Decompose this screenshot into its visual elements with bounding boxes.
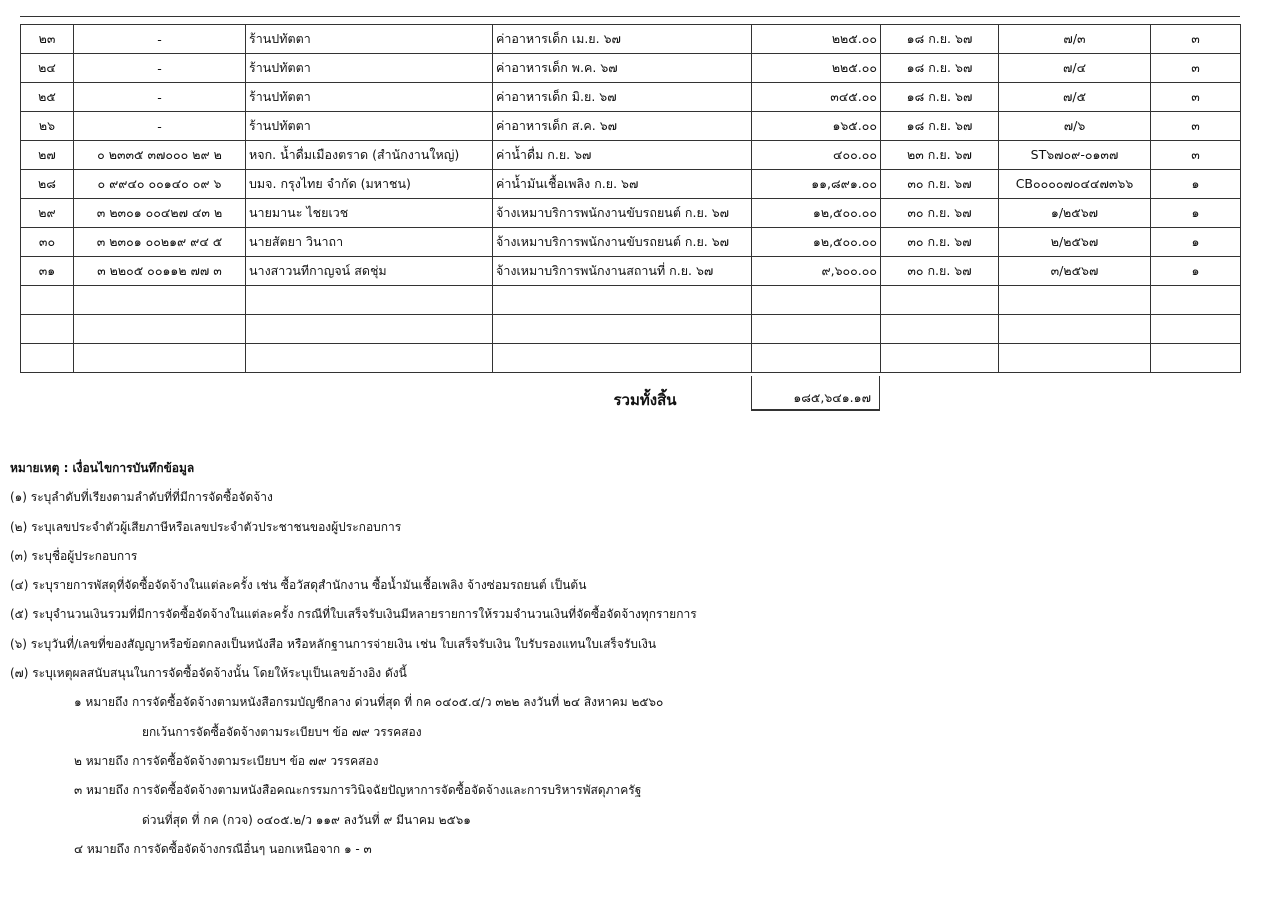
empty-cell bbox=[1151, 315, 1241, 344]
cell-item: ค่าอาหารเด็ก พ.ค. ๖๗ bbox=[493, 54, 752, 83]
notes-title: หมายเหตุ : เงื่อนไขการบันทึกข้อมูล bbox=[10, 461, 195, 475]
note-sub-item: ๓ หมายถึง การจัดซื้อจัดจ้างตามหนังสือคณะกรรมการวินิจฉัยปัญหาการจัดซื้อจัดจ้างและการบริหารพัสดุภาครัฐ bbox=[74, 783, 642, 798]
empty-cell bbox=[1151, 344, 1241, 373]
notes-section bbox=[10, 454, 1210, 864]
cell-no: ๓๐ bbox=[21, 228, 74, 257]
cell-reference: ๗/๓ bbox=[999, 25, 1151, 54]
cell-item: จ้างเหมาบริการพนักงานขับรถยนต์ ก.ย. ๖๗ bbox=[493, 228, 752, 257]
table-row bbox=[21, 257, 1241, 286]
cell-taxid: - bbox=[74, 54, 246, 83]
cell-taxid: ๓ ๒๒๐๕ ๐๐๑๑๒ ๗๗ ๓ bbox=[74, 257, 246, 286]
cell-no: ๒๗ bbox=[21, 141, 74, 170]
cell-vendor: หจก. น้ำดื่มเมืองตราด (สำนักงานใหญ่) bbox=[246, 141, 493, 170]
empty-cell bbox=[881, 286, 999, 315]
cell-date: ๓๐ ก.ย. ๖๗ bbox=[881, 257, 999, 286]
cell-date: ๑๘ ก.ย. ๖๗ bbox=[881, 112, 999, 141]
empty-row bbox=[21, 315, 1241, 344]
note-sub-item-cont: ด่วนที่สุด ที่ กค (กวจ) ๐๔๐๕.๒/ว ๑๑๙ ลงวันที่ ๙ มีนาคม ๒๕๖๑ bbox=[142, 812, 471, 827]
procurement-table bbox=[20, 24, 1241, 373]
cell-reason-code: ๓ bbox=[1151, 54, 1241, 83]
total-amount: ๑๘๕,๖๔๑.๑๗ bbox=[751, 376, 880, 411]
cell-taxid: - bbox=[74, 112, 246, 141]
cell-no: ๒๓ bbox=[21, 25, 74, 54]
cell-no: ๒๖ bbox=[21, 112, 74, 141]
cell-vendor: นายมานะ ไชยเวช bbox=[246, 199, 493, 228]
table-row bbox=[21, 112, 1241, 141]
note-item: (๕) ระบุจำนวนเงินรวมที่มีการจัดซื้อจัดจ้างในแต่ละครั้ง กรณีที่ใบเสร็จรับเงินมีหลายรายการให้รวมจำนวนเงินที่จัดซื้อจัดจ้างทุกรายการ bbox=[10, 607, 697, 622]
cell-amount: ๙,๖๐๐.๐๐ bbox=[752, 257, 881, 286]
cell-taxid: ๓ ๒๓๐๑ ๐๐๒๑๙ ๙๔ ๕ bbox=[74, 228, 246, 257]
cell-item: ค่าอาหารเด็ก เม.ย. ๖๗ bbox=[493, 25, 752, 54]
cell-item: จ้างเหมาบริการพนักงานขับรถยนต์ ก.ย. ๖๗ bbox=[493, 199, 752, 228]
total-label: รวมทั้งสิ้น bbox=[613, 391, 677, 409]
cell-amount: ๒๒๕.๐๐ bbox=[752, 54, 881, 83]
cell-reason-code: ๓ bbox=[1151, 141, 1241, 170]
cell-reason-code: ๑ bbox=[1151, 199, 1241, 228]
empty-cell bbox=[999, 344, 1151, 373]
note-sub-item: ๒ หมายถึง การจัดซื้อจัดจ้างตามระเบียบฯ ข้อ ๗๙ วรรคสอง bbox=[74, 753, 379, 768]
cell-vendor: นายสัตยา วินาถา bbox=[246, 228, 493, 257]
cell-vendor: ร้านปทัตตา bbox=[246, 54, 493, 83]
empty-cell bbox=[752, 315, 881, 344]
cell-amount: ๑๖๕.๐๐ bbox=[752, 112, 881, 141]
cell-no: ๒๔ bbox=[21, 54, 74, 83]
cell-amount: ๑๑,๘๙๑.๐๐ bbox=[752, 170, 881, 199]
empty-cell bbox=[493, 315, 752, 344]
cell-date: ๑๘ ก.ย. ๖๗ bbox=[881, 83, 999, 112]
table-row bbox=[21, 170, 1241, 199]
cell-date: ๑๘ ก.ย. ๖๗ bbox=[881, 54, 999, 83]
cell-taxid: ๐ ๙๙๔๐ ๐๐๑๔๐ ๐๙ ๖ bbox=[74, 170, 246, 199]
note-item: (๗) ระบุเหตุผลสนับสนุนในการจัดซื้อจัดจ้างนั้น โดยให้ระบุเป็นเลขอ้างอิง ดังนี้ bbox=[10, 666, 407, 681]
empty-cell bbox=[881, 315, 999, 344]
cell-date: ๑๘ ก.ย. ๖๗ bbox=[881, 25, 999, 54]
empty-cell bbox=[1151, 286, 1241, 315]
empty-cell bbox=[246, 286, 493, 315]
cell-vendor: นางสาวนทีกาญจน์ สดชุ่ม bbox=[246, 257, 493, 286]
empty-cell bbox=[493, 286, 752, 315]
note-sub-item: ๑ หมายถึง การจัดซื้อจัดจ้างตามหนังสือกรมบัญชีกลาง ด่วนที่สุด ที่ กค ๐๔๐๕.๔/ว ๓๒๒ ลงวันที่ ๒๔ สิงหาคม ๒๕๖๐ bbox=[74, 695, 664, 710]
cell-vendor: บมจ. กรุงไทย จำกัด (มหาชน) bbox=[246, 170, 493, 199]
cell-reference: ST๖๗๐๙-๐๑๓๗ bbox=[999, 141, 1151, 170]
cell-reference: ๗/๕ bbox=[999, 83, 1151, 112]
table-row bbox=[21, 54, 1241, 83]
note-item: (๔) ระบุรายการพัสดุที่จัดซื้อจัดจ้างในแต่ละครั้ง เช่น ซื้อวัสดุสำนักงาน ซื้อน้ำมันเชื้อเพลิง จ้างซ่อมรถยนต์ เป็นต้น bbox=[10, 578, 587, 593]
empty-cell bbox=[493, 344, 752, 373]
empty-cell bbox=[752, 286, 881, 315]
cell-item: ค่าน้ำมันเชื้อเพลิง ก.ย. ๖๗ bbox=[493, 170, 752, 199]
cell-vendor: ร้านปทัตตา bbox=[246, 83, 493, 112]
cell-amount: ๑๒,๕๐๐.๐๐ bbox=[752, 228, 881, 257]
cell-reference: ๓/๒๕๖๗ bbox=[999, 257, 1151, 286]
note-sub-item-cont: ยกเว้นการจัดซื้อจัดจ้างตามระเบียบฯ ข้อ ๗๙ วรรคสอง bbox=[142, 724, 422, 739]
cell-amount: ๔๐๐.๐๐ bbox=[752, 141, 881, 170]
cell-no: ๓๑ bbox=[21, 257, 74, 286]
table-top-border bbox=[20, 16, 1240, 17]
cell-no: ๒๘ bbox=[21, 170, 74, 199]
cell-reference: ๗/๖ bbox=[999, 112, 1151, 141]
empty-row bbox=[21, 286, 1241, 315]
cell-reference: CB๐๐๐๐๗๐๔๔๗๓๖๖ bbox=[999, 170, 1151, 199]
table-row bbox=[21, 25, 1241, 54]
cell-date: ๓๐ ก.ย. ๖๗ bbox=[881, 170, 999, 199]
cell-vendor: ร้านปทัตตา bbox=[246, 25, 493, 54]
cell-item: ค่าอาหารเด็ก มิ.ย. ๖๗ bbox=[493, 83, 752, 112]
cell-taxid: ๐ ๒๓๓๕ ๓๗๐๐๐ ๒๙ ๒ bbox=[74, 141, 246, 170]
empty-cell bbox=[881, 344, 999, 373]
empty-cell bbox=[999, 286, 1151, 315]
empty-cell bbox=[74, 315, 246, 344]
note-item: (๖) ระบุวันที่/เลขที่ของสัญญาหรือข้อตกลงเป็นหนังสือ หรือหลักฐานการจ่ายเงิน เช่น ใบเสร็จรับเงิน ใบรับรองแทนใบเสร็จรับเงิน bbox=[10, 636, 657, 651]
note-item: (๒) ระบุเลขประจำตัวผู้เสียภาษีหรือเลขประจำตัวประชาชนของผู้ประกอบการ bbox=[10, 519, 402, 534]
cell-reason-code: ๓ bbox=[1151, 25, 1241, 54]
empty-cell bbox=[999, 315, 1151, 344]
empty-row bbox=[21, 344, 1241, 373]
table-row bbox=[21, 141, 1241, 170]
cell-no: ๒๕ bbox=[21, 83, 74, 112]
cell-date: ๒๓ ก.ย. ๖๗ bbox=[881, 141, 999, 170]
empty-cell bbox=[246, 344, 493, 373]
cell-amount: ๒๒๕.๐๐ bbox=[752, 25, 881, 54]
cell-reference: ๗/๔ bbox=[999, 54, 1151, 83]
note-item: (๑) ระบุลำดับที่เรียงตามลำดับที่ที่มีการจัดซื้อจัดจ้าง bbox=[10, 490, 273, 505]
empty-cell bbox=[74, 344, 246, 373]
cell-reason-code: ๓ bbox=[1151, 83, 1241, 112]
cell-reference: ๒/๒๕๖๗ bbox=[999, 228, 1151, 257]
note-sub-item: ๔ หมายถึง การจัดซื้อจัดจ้างกรณีอื่นๆ นอกเหนือจาก ๑ - ๓ bbox=[74, 841, 372, 856]
cell-no: ๒๙ bbox=[21, 199, 74, 228]
empty-cell bbox=[21, 286, 74, 315]
note-item: (๓) ระบุชื่อผู้ประกอบการ bbox=[10, 548, 138, 563]
cell-vendor: ร้านปทัตตา bbox=[246, 112, 493, 141]
cell-taxid: - bbox=[74, 25, 246, 54]
table-row bbox=[21, 228, 1241, 257]
empty-cell bbox=[74, 286, 246, 315]
cell-reason-code: ๑ bbox=[1151, 170, 1241, 199]
empty-cell bbox=[246, 315, 493, 344]
cell-item: จ้างเหมาบริการพนักงานสถานที่ ก.ย. ๖๗ bbox=[493, 257, 752, 286]
cell-taxid: ๓ ๒๓๐๑ ๐๐๔๒๗ ๔๓ ๒ bbox=[74, 199, 246, 228]
cell-amount: ๑๒,๕๐๐.๐๐ bbox=[752, 199, 881, 228]
empty-cell bbox=[21, 315, 74, 344]
cell-reason-code: ๑ bbox=[1151, 257, 1241, 286]
cell-date: ๓๐ ก.ย. ๖๗ bbox=[881, 228, 999, 257]
empty-cell bbox=[21, 344, 74, 373]
cell-date: ๓๐ ก.ย. ๖๗ bbox=[881, 199, 999, 228]
table-row bbox=[21, 83, 1241, 112]
cell-taxid: - bbox=[74, 83, 246, 112]
cell-amount: ๓๔๕.๐๐ bbox=[752, 83, 881, 112]
cell-reason-code: ๑ bbox=[1151, 228, 1241, 257]
cell-reason-code: ๓ bbox=[1151, 112, 1241, 141]
cell-reference: ๑/๒๕๖๗ bbox=[999, 199, 1151, 228]
table-row bbox=[21, 199, 1241, 228]
cell-item: ค่าอาหารเด็ก ส.ค. ๖๗ bbox=[493, 112, 752, 141]
cell-item: ค่าน้ำดื่ม ก.ย. ๖๗ bbox=[493, 141, 752, 170]
empty-cell bbox=[752, 344, 881, 373]
